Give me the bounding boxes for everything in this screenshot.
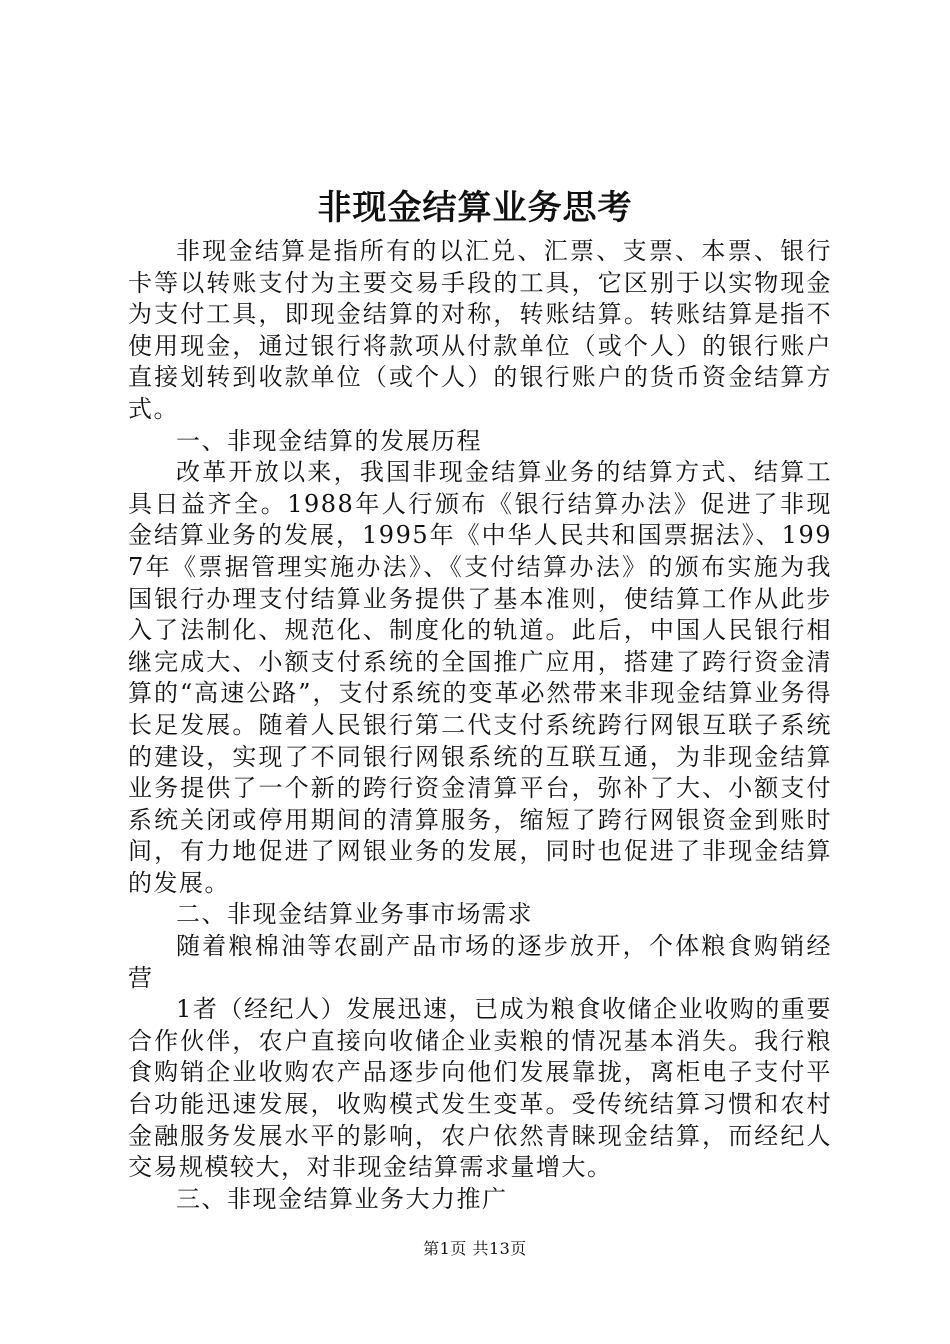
section-heading-3: 三、非现金结算业务大力推广 [176,1184,508,1213]
document-title: 非现金结算业务思考 [317,188,633,228]
document-body [128,236,832,1215]
paragraph-market-continued: 1者（经纪人）发展迅速，已成为粮食收储企业收购的重要合作伙伴，农户直接向收储企业卖粮的情况基本消失。我行粮食购销企业收购农产品逐步向他们发展靠拢，离柜电子支付平台功能迅速发展，收购模式发生变革。受传统结算习惯和农村金融服务发展水平的影响，农户依然青睐现金结算，而经纪人交易规模较大，对非现金结算需求量增大。 [128,995,832,1182]
section-heading-1: 一、非现金结算的发展历程 [176,426,482,455]
paragraph-intro: 非现金结算是指所有的以汇兑、汇票、支票、本票、银行卡等以转账支付为主要交易手段的工具，它区别于以实物现金为支付工具，即现金结算的对称，转账结算。转账结算是指不使用现金，通过银行将款项从付款单位（或个人）的银行账户直接划转到收款单位（或个人）的银行账户的货币资金结算方式。 [128,237,832,423]
paragraph-history: 改革开放以来，我国非现金结算业务的结算方式、结算工具日益齐全。1988年人行颁布《银行结算办法》促进了非现金结算业务的发展，1995年《中华人民共和国票据法》、1997年《票据管理实施办法》、《支付结算办法》的颁布实施为我国银行办理支付结算业务提供了基本准则，使结算工作从此步入了法制化、规范化、制度化的轨道。此后，中国人民银行相继完成大、小额支付系统的全国推广应用，搭建了跨行资金清算的“高速公路”，支付系统的变革必然带来非现金结算业务得长足发展。随着人民银行第二代支付系统跨行网银互联子系统的建设，实现了不同银行网银系统的互联互通，为非现金结算业务提供了一个新的跨行资金清算平台，弥补了大、小额支付系统关闭或停用期间的清算服务，缩短了跨行网银资金到账时间，有力地促进了网银业务的发展，同时也促进了非现金结算的发展。 [128,458,832,897]
paragraph-market-start: 随着粮棉油等农副产品市场的逐步放开，个体粮食购销经营 [128,932,832,992]
section-heading-2: 二、非现金结算业务事市场需求 [176,900,533,929]
page-number-footer: 第1页 共13页 [423,1239,527,1258]
